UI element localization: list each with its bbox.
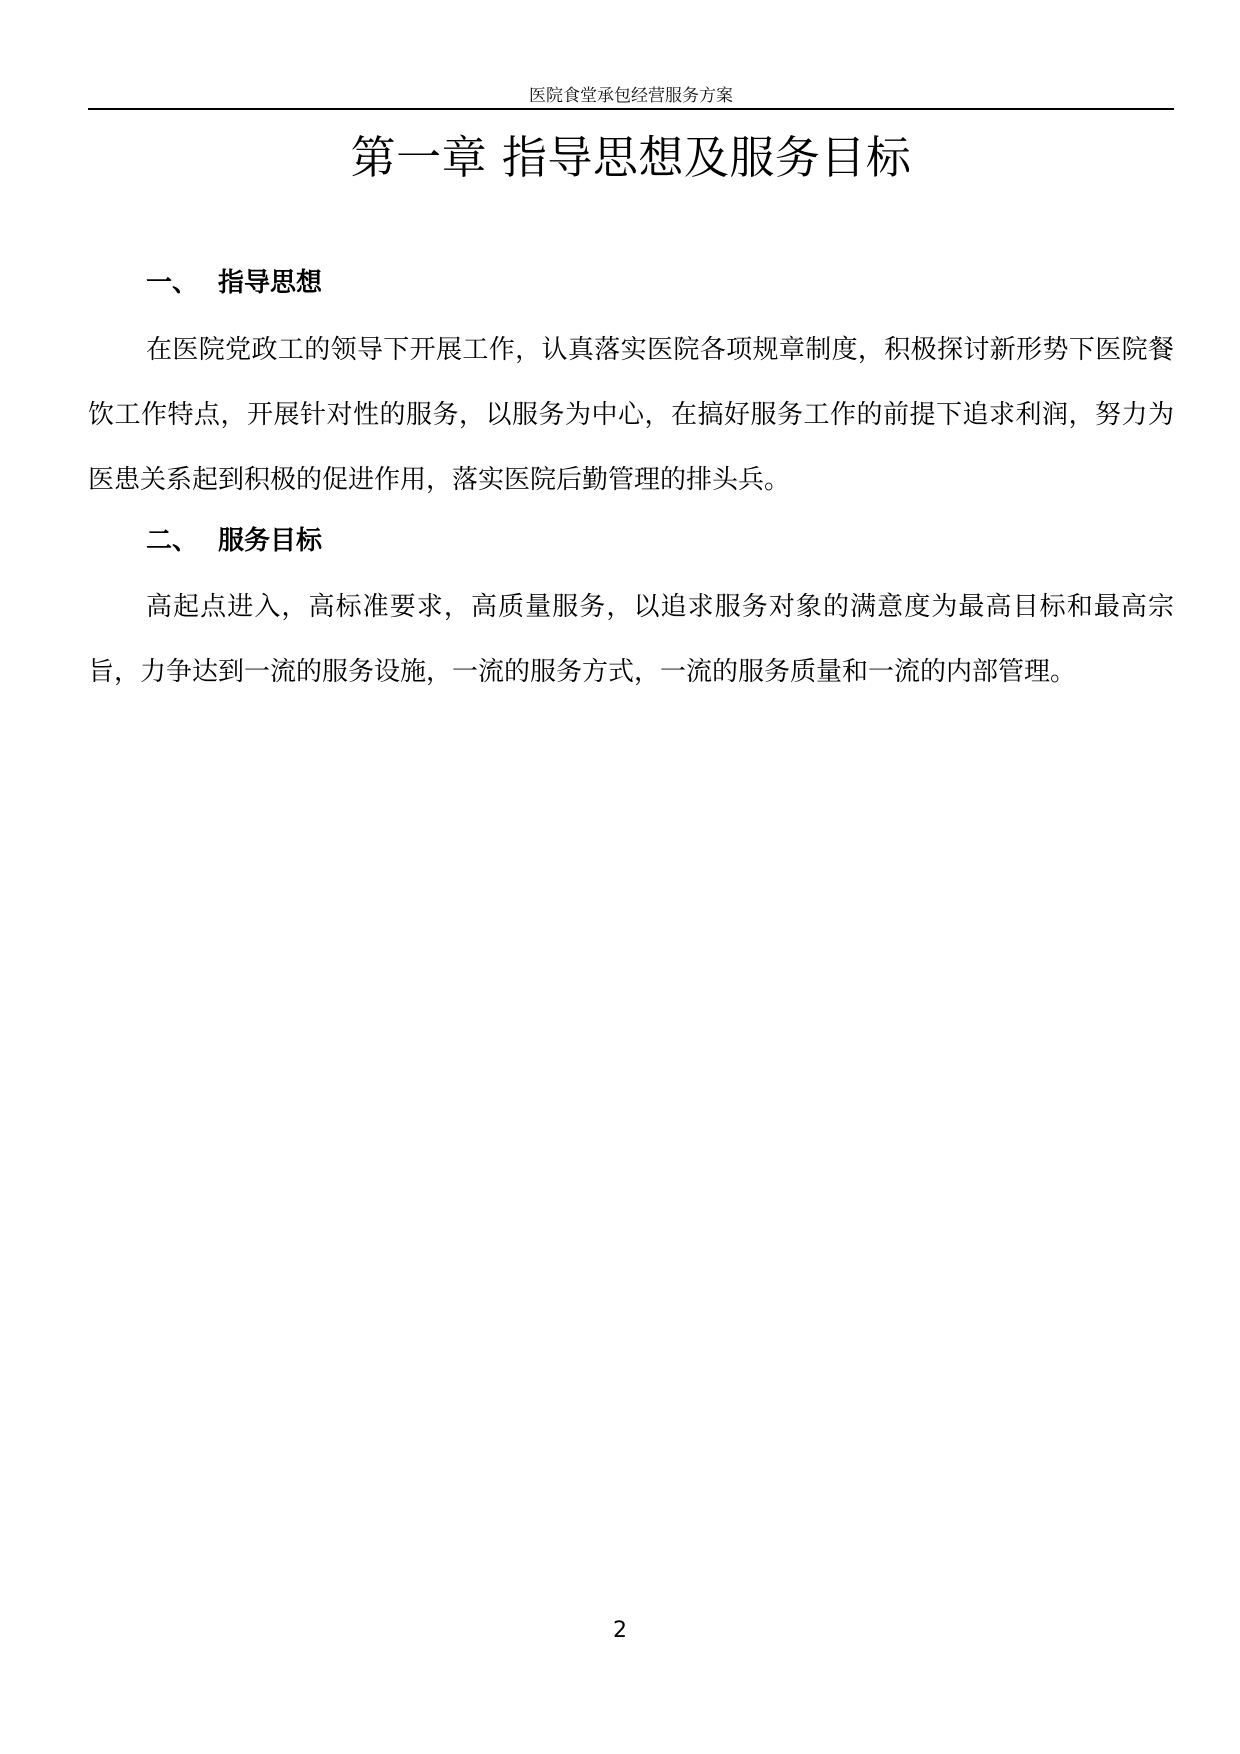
section-title-2: 服务目标 <box>218 526 323 556</box>
chapter-title: 第一章 指导思想及服务目标 <box>350 131 912 184</box>
section-paragraph-2: 高起点进入，高标准要求，高质量服务，以追求服务对象的满意度为最高目标和最高宗旨，力争达到一流的服务设施，一流的服务方式，一流的服务质量和一流的内部管理。 <box>88 592 1174 687</box>
section-number-2: 二、 <box>146 526 199 556</box>
header-divider <box>88 108 1174 110</box>
section-paragraph-1: 在医院党政工的领导下开展工作，认真落实医院各项规章制度，积极探讨新形势下医院餐饮工作特点，开展针对性的服务，以服务为中心，在搞好服务工作的前提下追求利润，努力为医患关系起到积极的促进作用，落实医院后勤管理的排头兵。 <box>88 335 1174 495</box>
section-number-1: 一、 <box>146 268 199 298</box>
section-heading-1 <box>146 263 322 303</box>
section-title-1: 指导思想 <box>218 268 323 298</box>
running-header: 医院食堂承包经营服务方案 <box>529 86 733 106</box>
page-number: 2 <box>613 1618 627 1643</box>
section-heading-2 <box>146 521 322 561</box>
